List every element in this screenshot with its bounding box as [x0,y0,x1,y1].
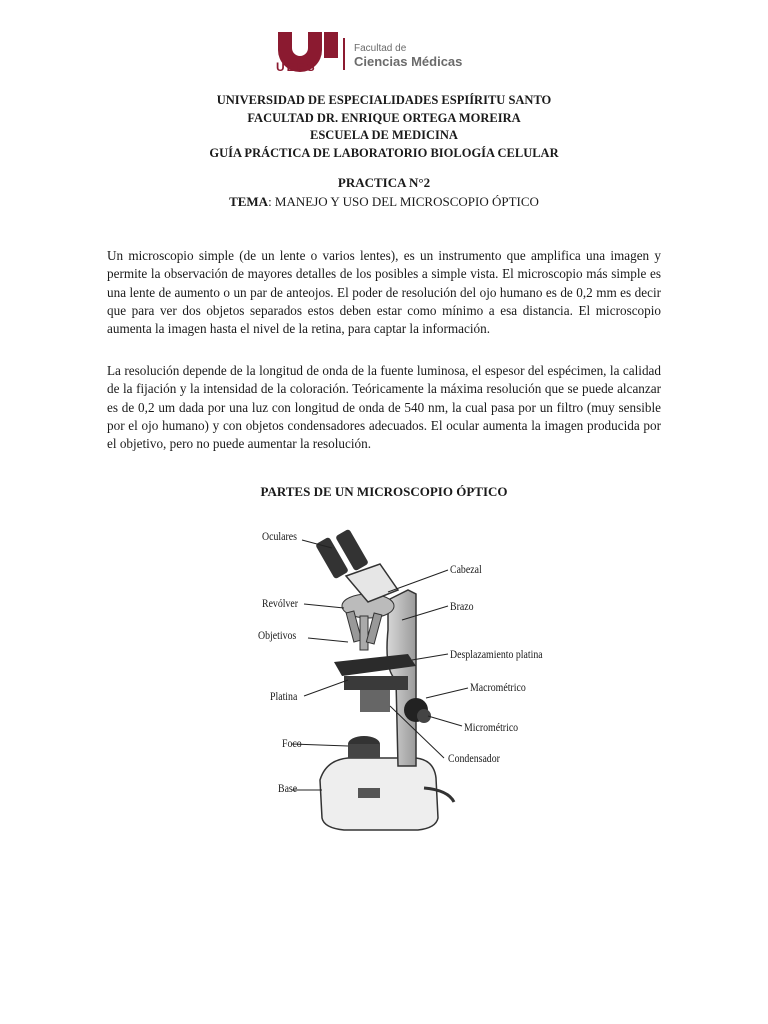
label-desplazamiento: Desplazamiento platina [450,647,543,661]
section-title: PARTES DE UN MICROSCOPIO ÓPTICO [260,484,508,499]
logo-bar-shape [324,32,338,58]
label-revolver: Revólver [262,596,299,610]
topic-text: : MANEJO Y USO DEL MICROSCOPIO ÓPTICO [268,194,539,209]
label-brazo: Brazo [450,599,474,613]
header-university: UNIVERSIDAD DE ESPECIALIDADES ESPIÍRITU SANTO [216,93,552,107]
label-oculares: Oculares [262,529,297,543]
paragraph-1: Un microscopio simple (de un lente o varios lentes), es un instrumento que amplifica una imagen y permite la observación de mayores detalles de los posibles a simple vista. El microscopio más simple es una lente de aumento o un par de anteojos. El poder de resolución del ojo humano es de 0,2 mm es decir que para ver dos objetos separados estos deben estar como mínimo a esa distancia. El microscopio aumenta la imagen hasta el nivel de la retina, para captar la información. [107,248,661,336]
microscope-figure [248,520,558,840]
label-cabezal: Cabezal [450,562,482,576]
label-base: Base [278,781,298,795]
logo-line2: Ciencias Médicas [354,54,463,69]
header-faculty: FACULTAD DR. ENRIQUE ORTEGA MOREIRA [247,110,521,125]
logo-faculty [354,44,462,68]
light-housing [348,744,380,758]
stage-body [344,676,408,690]
logo-brand-text: UEES [276,60,317,74]
label-micrometrico: Micrométrico [464,720,519,734]
label-objetivos: Objetivos [258,628,297,642]
practice-number: PRACTICA N°2 [337,175,431,190]
label-platina: Platina [270,689,298,703]
paragraph-2: La resolución depende de la longitud de onda de la fuente luminosa, el espesor del espécimen, la calidad de la fijación y la intensidad de la coloración. Teóricamente la máxima resolución que se puede alcanzar es de 0,2 um dada por una luz con longitud de onda de 540 nm, la cual pasa por un filtro (muy sensible por el ojo humano) y con objetos condensadores adecuados. El ocular aumenta la imagen producida por el objetivo, pero no puede aumentar la resolución. [107,363,661,451]
topic [0,194,768,210]
condenser [360,690,390,712]
document-header [0,92,768,162]
label-foco: Foco [282,736,302,750]
logo-divider [343,38,345,70]
header-guide: GUÍA PRÁCTICA DE LABORATORIO BIOLOGÍA CELULAR [209,145,559,160]
base-label-plate [358,788,380,798]
topic-label: TEMA [229,194,269,209]
label-macrometrico: Macrométrico [470,680,526,694]
logo-line1: Facultad de [354,43,407,54]
label-condensador: Condensador [448,751,500,765]
objective-2 [360,616,368,650]
header-school: ESCUELA DE MEDICINA [310,128,458,142]
